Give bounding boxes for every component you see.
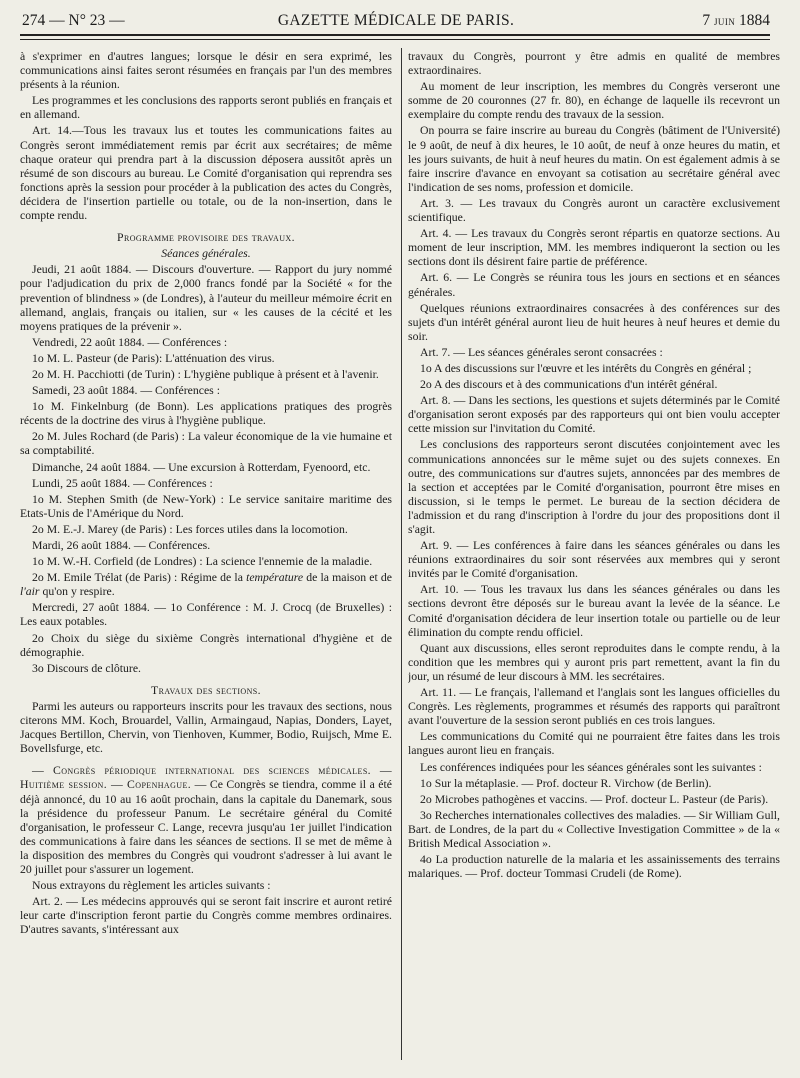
- paragraph: 2o M. H. Pacchiotti (de Turin) : L'hygiène publique à présent et à l'avenir.: [32, 367, 379, 381]
- text-run-italic: l'air: [20, 585, 40, 599]
- page-number: 274 — N° 23 —: [22, 12, 125, 29]
- paragraph: Vendredi, 22 août 1884. — Conférences :: [32, 335, 228, 349]
- paragraph: [20, 571, 392, 599]
- paragraph: 4o La production naturelle de la malaria et les assainissements des terrains malariques. — Prof. docteur Tommasi Crudeli (de Rome).: [408, 853, 780, 881]
- paragraph: 2o A des discours et à des communications d'un intérêt général.: [420, 378, 718, 392]
- issue-month: juin: [714, 13, 736, 28]
- paragraph: Art. 10. — Tous les travaux lus dans les séances générales ou dans les sections devront être déposés sur le bureau avant la levée de la séance. Le Comité d'organisation décidera de leur insertion totale ou partielle ou de leur élimination du compte rendu officiel.: [408, 583, 780, 639]
- paragraph: Art. 2. — Les médecins approuvés qui se seront fait inscrire et auront retiré leur carte d'inscription feront partie du Congrès comme membres ordinaires. D'autres savants, s'intéressant aux: [20, 895, 392, 937]
- paragraph: Art. 11. — Le français, l'allemand et l'anglais sont les langues officielles du Congrès. Les règlements, programmes et résumés des rapports qui paraîtront avant l'ouverture de la session seront publiés en ces trois langues.: [408, 686, 780, 728]
- paragraph: Art. 4. — Les travaux du Congrès seront répartis en quatorze sections. Au moment de leur inscription, MM. les membres indiqueront la section ou les sections dont ils désirent faire partie de préférence.: [408, 227, 780, 269]
- paragraph: 2o M. Jules Rochard (de Paris) : La valeur économique de la vie humaine et sa comptabilité.: [20, 430, 392, 458]
- paragraph: Quelques réunions extraordinaires consacrées à des conférences sur des sujets d'un intérêt général auront lieu de huit heures à neuf heures et demie du soir.: [408, 301, 780, 343]
- paragraph: 2o M. E.-J. Marey (de Paris) : Les forces utiles dans la locomotion.: [32, 522, 348, 536]
- paragraph: Lundi, 25 août 1884. — Conférences :: [32, 476, 213, 490]
- paragraph: 1o A des discussions sur l'œuvre et les intérêts du Congrès en général ;: [420, 361, 752, 375]
- issue-date: [702, 12, 770, 30]
- column-divider: [401, 48, 402, 1060]
- paragraph: 1o M. Stephen Smith (de New-York) : Le service sanitaire maritime des Etats-Unis de l'Amérique du Nord.: [20, 492, 392, 520]
- paragraph: Les communications du Comité qui ne pourraient être faites dans les trois langues auront lieu en français.: [408, 730, 780, 758]
- paragraph: On pourra se faire inscrire au bureau du Congrès (bâtiment de l'Université) le 9 août, de neuf à dix heures, le 10 août, de neuf à onze heures du matin, et les jours suivants, de huit à neuf heures du matin. On est également admis à se faire inscrire d'avance en envoyant sa cotisation au secrétaire général avec l'indication de ses noms, profession et domicile.: [408, 124, 780, 194]
- paragraph: Jeudi, 21 août 1884. — Discours d'ouverture. — Rapport du jury nommé pour l'adjudication du prix de 2,000 francs fondé par la Société « for the prevention of blindness » (de Londres), à l'auteur du meilleur mémoire écrit en allemand, anglais, français ou italien, sur « les causes de la cécité et les moyens pratiques de la prévenir ».: [20, 263, 392, 333]
- journal-title: GAZETTE MÉDICALE DE PARIS.: [277, 12, 515, 29]
- news-heading: — Congrès périodique international des sciences médicales. — Huitième session. — Copenhague.: [20, 764, 392, 792]
- paragraph: Art. 9. — Les conférences à faire dans les séances générales ou dans les réunions extraordinaires du soir sont réservées aux membres qui y seront invités par le Comité d'organisation.: [408, 539, 780, 581]
- paragraph: 3o Recherches internationales collectives des maladies. — Sir William Gull, Bart. de Londres, de la part du « Collective Investigation Committee » de la « British Medical Association ».: [408, 808, 780, 850]
- paragraph: 3o Discours de clôture.: [32, 661, 141, 675]
- paragraph: Art. 7. — Les séances générales seront consacrées :: [420, 345, 663, 359]
- paragraph: [20, 764, 392, 877]
- page-header: [22, 10, 770, 32]
- paragraph: 1o M. L. Pasteur (de Paris): L'atténuation des virus.: [32, 351, 275, 365]
- right-column: [408, 50, 780, 1068]
- paragraph: à s'exprimer en d'autres langues; lorsque le désir en sera exprimé, les communications ainsi faites seront résumées en français par l'un des membres présents à la réunion.: [20, 50, 392, 92]
- paragraph: Samedi, 23 août 1884. — Conférences :: [32, 384, 220, 398]
- paragraph: travaux du Congrès, pourront y être admis en qualité de membres extraordinaires.: [408, 50, 780, 78]
- paragraph: Art. 8. — Dans les sections, les questions et sujets déterminés par le Comité d'organisation seront exposés par des rapporteurs qui ont bien voulu accepter cette mission sur l'invitation du Comité.: [408, 394, 780, 436]
- paragraph: 1o Sur la métaplasie. — Prof. docteur R. Virchow (de Berlin).: [420, 776, 712, 790]
- paragraph: Nous extrayons du règlement les articles suivants :: [32, 879, 271, 893]
- issue-day: 7: [702, 12, 711, 29]
- paragraph: Dimanche, 24 août 1884. — Une excursion à Rotterdam, Fyenoord, etc.: [32, 460, 371, 474]
- section-subheading: Séances générales.: [161, 247, 251, 261]
- text-run-italic: température: [246, 571, 304, 585]
- paragraph: Mardi, 26 août 1884. — Conférences.: [32, 539, 211, 552]
- paragraph: 1o M. Finkelnburg (de Bonn). Les applications pratiques des progrès récents de la doctrine des virus à l'hygiène publique.: [20, 400, 392, 428]
- paragraph: 1o M. W.-H. Corfield (de Londres) : La science l'ennemie de la maladie.: [32, 555, 373, 569]
- paragraph: Art. 3. — Les travaux du Congrès auront un caractère exclusivement scientifique.: [408, 196, 780, 225]
- paragraph: 2o Choix du siège du sixième Congrès international d'hygiène et de démographie.: [20, 631, 392, 659]
- text-run: — Ce Congrès se tiendra, comme il a été déjà annoncé, du 10 au 16 août prochain, dans la capitale du Danemark, sous la présidence du professeur Panum. Le secrétaire général du Comité d'organisation, le professeur C. Lange, recevra jusqu'au 1er juillet l'indication des communications à faire dans les séances de sections. Il se met de même à la disposition des membres du Congrès qui voudront s'adresser à lui avant le 20 juillet pour s'assurer un logement.: [20, 778, 392, 876]
- paragraph: Les conclusions des rapporteurs seront discutées conjointement avec les communications annoncées sur le même sujet ou des sujets connexes. En outre, des communications sur d'autres sujets, annoncées par des membres de la section et acceptées par le Comité d'organisation, pourront être mises en discussion, si le temps le permet. Le bureau de la section décidera de l'admission et du rang d'inscription à l'ordre du jour des propositions dont il s'agit.: [408, 438, 780, 536]
- section-heading: Travaux des sections.: [151, 683, 261, 697]
- paragraph: Parmi les auteurs ou rapporteurs inscrits pour les travaux des sections, nous citerons MM. Koch, Brouardel, Vallin, Armaingaud, Napias, Donders, Layet, Jacques Bertillon, Chervin, von Tienhoven, Kummer, Bodio, Ruijsch, Mme E. Bovellsfurge, etc.: [20, 699, 392, 756]
- text-run: 2o M. Emile Trélat (de Paris) : Régime de la: [32, 571, 247, 585]
- paragraph: Art. 14.—Tous les travaux lus et toutes les communications faites au Congrès seront immédiatement remis par écrit aux secrétaires; de même chaque orateur qui prendra part à la discussion déposera aussitôt après un résumé de son discours au bureau. Le Comité d'organisation qui reprendra ses fonctions après la session pour procéder à la publication des actes du Congrès, décidera de l'insertion partielle ou totale, ou de la non-insertion, dans le compte rendu.: [20, 124, 392, 223]
- header-rule-thick: [20, 34, 770, 36]
- header-rule-thin: [20, 39, 770, 40]
- paragraph: Au moment de leur inscription, les membres du Congrès verseront une somme de 20 couronnes (27 fr. 80), en échange de laquelle ils recevront un exemplaire du compte rendu des travaux de la session.: [408, 80, 780, 122]
- paragraph: Les conférences indiquées pour les séances générales sont les suivantes :: [420, 760, 762, 774]
- left-column: [20, 50, 392, 1068]
- text-run: de la maison et de: [303, 571, 392, 585]
- paragraph: Les programmes et les conclusions des rapports seront publiés en français et en allemand.: [20, 94, 392, 122]
- paragraph: 2o Microbes pathogènes et vaccins. — Prof. docteur L. Pasteur (de Paris).: [420, 792, 769, 806]
- paragraph: Quant aux discussions, elles seront reproduites dans le compte rendu, à la condition que les membres qui y auront pris part remettent, avant la fin du jour, un résumé de leur discours à MM. les secrétaires.: [408, 641, 780, 683]
- paragraph: Art. 6. — Le Congrès se réunira tous les jours en sections et en séances générales.: [408, 271, 780, 299]
- text-run: qu'on y respire.: [39, 585, 115, 599]
- section-heading: Programme provisoire des travaux.: [117, 231, 295, 245]
- paragraph: Mercredi, 27 août 1884. — 1o Conférence : M. J. Crocq (de Bruxelles) : Les eaux potables.: [20, 601, 392, 629]
- issue-year: 1884: [739, 12, 770, 29]
